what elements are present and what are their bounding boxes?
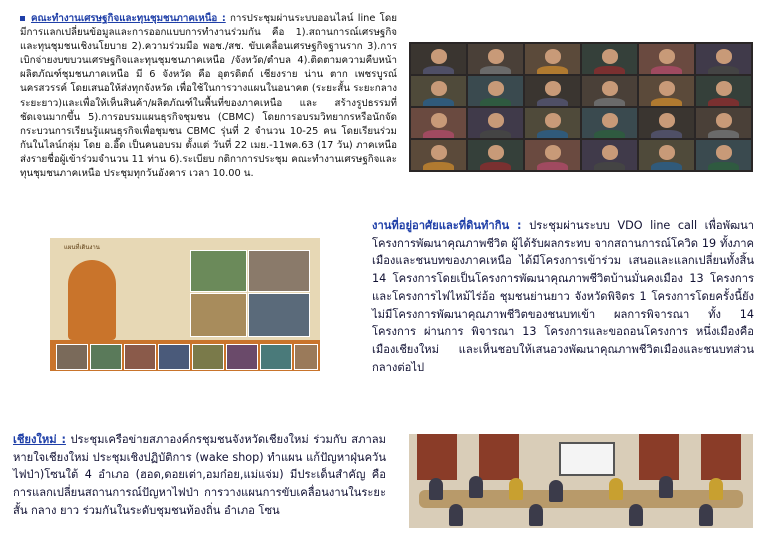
participant-video-tile [639, 108, 694, 138]
participant-body-graphic [594, 130, 625, 138]
participant-body-graphic [537, 162, 568, 170]
attendee-graphic [529, 504, 543, 526]
participant-body-graphic [423, 66, 454, 74]
curtain-graphic [417, 434, 457, 480]
poster-photo [260, 344, 292, 370]
participant-video-tile [639, 44, 694, 74]
poster-photo [190, 250, 247, 292]
participant-body-graphic [708, 98, 739, 106]
participant-body-graphic [651, 130, 682, 138]
poster-photo [248, 250, 310, 292]
participant-video-tile [696, 140, 751, 170]
participant-face-graphic [602, 81, 619, 95]
community-map-poster-image [50, 238, 320, 371]
participant-body-graphic [423, 98, 454, 106]
attendee-graphic [659, 476, 673, 498]
participant-face-graphic [659, 113, 676, 127]
attendee-graphic [449, 504, 463, 526]
section-housing-heading: งานที่อยู่อาศัยและที่ดินทำกิน : [372, 219, 522, 232]
participant-video-tile [525, 76, 580, 106]
poster-photo [124, 344, 156, 370]
participant-face-graphic [716, 145, 733, 159]
participant-body-graphic [594, 98, 625, 106]
participant-video-tile [639, 76, 694, 106]
participant-video-tile [582, 76, 637, 106]
attendee-graphic [509, 478, 523, 500]
participant-video-tile [696, 44, 751, 74]
participant-face-graphic [488, 145, 505, 159]
bullet-icon [20, 16, 25, 21]
attendee-graphic [469, 476, 483, 498]
participant-body-graphic [708, 130, 739, 138]
participant-video-tile [411, 108, 466, 138]
participant-video-tile [696, 108, 751, 138]
participant-body-graphic [537, 130, 568, 138]
participant-body-graphic [594, 66, 625, 74]
section-housing-text [372, 217, 754, 376]
attendee-graphic [429, 478, 443, 500]
participant-face-graphic [602, 49, 619, 63]
video-call-image [409, 42, 753, 172]
participant-face-graphic [488, 49, 505, 63]
participant-video-tile [411, 76, 466, 106]
participant-face-graphic [659, 81, 676, 95]
participant-video-tile [639, 140, 694, 170]
attendee-graphic [609, 478, 623, 500]
participant-face-graphic [488, 81, 505, 95]
attendee-graphic [709, 478, 723, 500]
attendee-graphic [699, 504, 713, 526]
participant-face-graphic [602, 145, 619, 159]
section-chiangmai-heading: เชียงใหม่ : [13, 433, 66, 446]
participant-video-tile [411, 140, 466, 170]
participant-face-graphic [716, 49, 733, 63]
poster-photo [294, 344, 318, 370]
participant-video-tile [468, 76, 523, 106]
poster-photo [56, 344, 88, 370]
participant-body-graphic [708, 66, 739, 74]
participant-body-graphic [423, 130, 454, 138]
curtain-graphic [701, 434, 741, 480]
participant-body-graphic [537, 66, 568, 74]
participant-face-graphic [431, 81, 448, 95]
participant-video-tile [525, 108, 580, 138]
section-economy-heading: คณะทำงานเศรษฐกิจและทุนชุมชนภาคเหนือ : [31, 13, 226, 24]
attendee-graphic [629, 504, 643, 526]
participant-body-graphic [423, 162, 454, 170]
participant-face-graphic [545, 81, 562, 95]
section-chiangmai-text [13, 431, 386, 520]
participant-face-graphic [602, 113, 619, 127]
participant-face-graphic [659, 49, 676, 63]
participant-body-graphic [480, 98, 511, 106]
attendee-graphic [549, 480, 563, 502]
section-housing-body: ประชุมผ่านระบบ VDO line call เพื่อพัฒนาโครงการพัฒนาคุณภาพชีวิต ผู้ได้รับผลกระทบ จากสถานการณ์โควิด 19 ทั้งภาคเมืองและชนบทของภาคเหนือ ได้มีโครงการเข้าร่วม เสนอและแลกเปลี่ยนทั้งสิ้น 14 โครงการโดยเป็นโครงการพัฒนาคุณภาพชีวิตบ้านมั่นคงเมือง 13 โครงการ และโครงการไฟไหม้ไร่อ้อ ชุมชนย่านยาว จังหวัดพิจิตร 1 โครงการโดยครั้งนี้ยังไม่มีโครงการพัฒนาคุณภาพชีวิตของชนบทเข้า ผลการพิจารณา ทั้ง 14 โครงการ ผ่านการ พิจารณา 13 โครงการและขอถอนโครงการ หนึ่งเมืองคือเมืองเชียงใหม่ และเห็นชอบให้เสนอวงพัฒนาคุณภาพชีวิตเมืองและชนบทส่วนกลางต่อไป [372, 219, 754, 374]
participant-body-graphic [480, 162, 511, 170]
poster-photo [192, 344, 224, 370]
participant-face-graphic [431, 113, 448, 127]
participant-face-graphic [488, 113, 505, 127]
participant-body-graphic [708, 162, 739, 170]
curtain-graphic [639, 434, 679, 480]
participant-body-graphic [480, 66, 511, 74]
participant-video-tile [468, 108, 523, 138]
participant-video-tile [696, 76, 751, 106]
section-economy-body: การประชุมผ่านระบบออนไลน์ line โดยมีการแลกเปลี่ยนข้อมูลและการออกแบบการทำงานร่วมกัน คือ 1).สถานการณ์เศรษฐกิจและทุนชุมชนเชิงนโยบาย 2).ความร่วมมือ พอช./สช. ขับเคลื่อนเศรษฐกิจฐานราก 3).การเบิกจ่ายงบขบวนเศรษฐกิจและทุนชุมชนภาคเหนือ /จังหวัด/ตำบล 4).ติดตามความคืบหน้าผลิตภัณฑ์ชุมชนภาคเหนือ มี 6 จังหวัด คือ อุตรดิตถ์ เชียงราย น่าน ตาก เพชรบูรณ์ นครสวรรค์ โดยเสนอให้ส่งทุกจังหวัด เพื่อใช้ในการวางแผนในอนาคต (ระยะสั้น ระยะกลาง ระยะยาว)และเพื่อให้เห็นสินค้า/ผลิตภัณฑ์ในพื้นที่ของภาคเหนือ และ สร้างรูปธรรมที่ชัดเจนมากขึ้น 5).การอบรมแผนธุรกิจชุมชน (CBMC) โดยการอบรมวิทยากรหรือนักจัดกระบวนการเรียนรู้แผนธุรกิจเพื่อชุมชน CBMC รุ่นที่ 2 จำนวน 10-25 คน โดยเรียนร่วมกันในไลน์กลุ่ม โดย อ.อี๊ด เป็นคนอบรม ตั้งแต่ วันที่ 22 เมย.-11พค.63 (17 วัน) ภาคเหนือส่งรายชื่อผู้เข้าร่วมจำนวน 11 ท่าน 6).ระเบียบ กติกาการประชุม คณะทำงานเศรษฐกิจและทุนชุมชนภาคเหนือ ประชุมทุกวันอังคาร เวลา 10.00 น. [20, 13, 397, 180]
participant-face-graphic [431, 145, 448, 159]
participant-face-graphic [716, 81, 733, 95]
poster-photo [158, 344, 190, 370]
participant-video-tile [582, 44, 637, 74]
poster-caption: แผนที่เดินงาน [64, 244, 100, 251]
section-economy-text [20, 12, 397, 181]
poster-photo [248, 293, 310, 337]
participant-body-graphic [651, 162, 682, 170]
projector-screen-graphic [559, 442, 615, 476]
participant-video-tile [468, 44, 523, 74]
participant-body-graphic [594, 162, 625, 170]
poster-photo [90, 344, 122, 370]
participant-face-graphic [545, 145, 562, 159]
participant-face-graphic [431, 49, 448, 63]
participant-video-tile [411, 44, 466, 74]
poster-photo [190, 293, 247, 337]
participant-face-graphic [545, 49, 562, 63]
participant-body-graphic [651, 98, 682, 106]
meeting-table-graphic [419, 490, 743, 508]
participant-video-tile [582, 108, 637, 138]
participant-face-graphic [716, 113, 733, 127]
participant-body-graphic [537, 98, 568, 106]
participant-video-tile [468, 140, 523, 170]
meeting-room-photo [409, 434, 753, 528]
participant-body-graphic [480, 130, 511, 138]
participant-video-tile [525, 140, 580, 170]
participant-face-graphic [545, 113, 562, 127]
section-chiangmai-body: ประชุมเครือข่ายสภาองค์กรชุมชนจังหวัดเชียงใหม่ ร่วมกับ สภาลมหายใจเชียงใหม่ ประชุมเชิงปฏิบัติการ (wake shop) ทำแผน แก้ปัญหาฝุ่นควัน ไฟป่า)โซนใต้ 4 อำเภอ (ฮอด,ดอยเต่า,อมก๋อย,แม่แจ่ม) มีประเด็นสำคัญ คือ การแลกเปลี่ยนสถานการณ์ปัญหาไฟป่า การวางแผนการขับเคลื่อนงานในระยะสั้น กลาง ยาว ร่วมกันในระดับชุมชนท้องถิ่น อำเภอ โซน [13, 433, 386, 517]
participant-video-tile [525, 44, 580, 74]
person-silhouette-graphic [68, 260, 116, 340]
curtain-graphic [479, 434, 519, 480]
participant-face-graphic [659, 145, 676, 159]
poster-photo [226, 344, 258, 370]
participant-video-tile [582, 140, 637, 170]
participant-body-graphic [651, 66, 682, 74]
